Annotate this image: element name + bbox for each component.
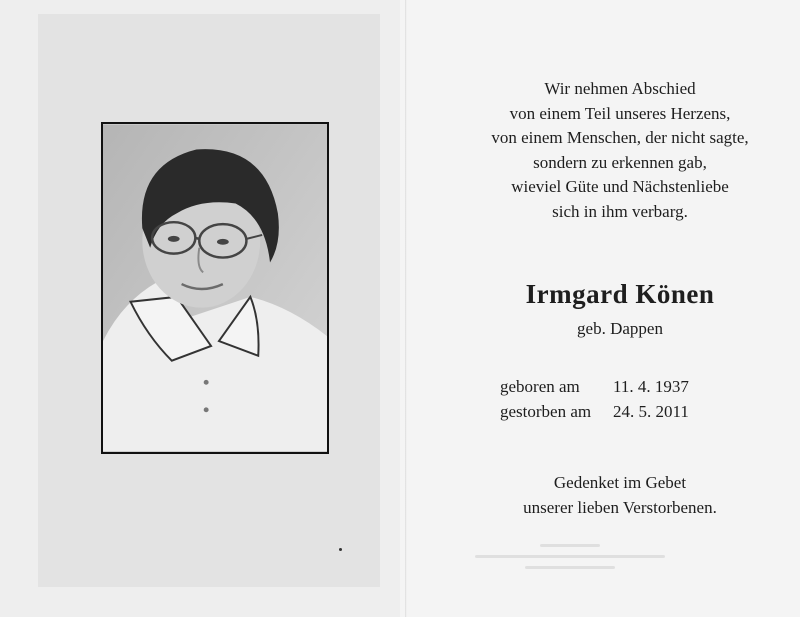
closing-line: Gedenket im Gebet	[553, 473, 687, 492]
born-date: 11. 4. 1937	[613, 377, 689, 396]
paper-speck	[339, 548, 342, 551]
death-row	[500, 399, 760, 424]
verse-line: von einem Menschen, der nicht sagte,	[491, 128, 749, 148]
verse-line: sich in ihm verbarg.	[552, 201, 688, 221]
closing-text	[440, 470, 800, 520]
verse-line: von einem Teil unseres Herzens,	[509, 103, 731, 123]
born-label: geboren am	[500, 377, 580, 396]
verse-line: Wir nehmen Abschied	[544, 79, 696, 98]
verse-line: sondern zu erkennen gab,	[533, 152, 707, 172]
memorial-verse	[440, 77, 800, 225]
birth-name: geb. Dappen	[577, 319, 663, 338]
faint-printer-imprint	[470, 536, 670, 590]
died-date: 24. 5. 2011	[613, 402, 689, 421]
closing-line: unserer lieben Verstorbenen.	[523, 498, 717, 517]
card-fold	[405, 0, 407, 617]
portrait-photo	[101, 122, 329, 454]
verse-line: wieviel Güte und Nächstenliebe	[511, 177, 729, 197]
deceased-name: Irmgard Könen	[525, 279, 715, 309]
died-label: gestorben am	[500, 402, 592, 421]
life-dates	[500, 374, 760, 424]
portrait-illustration	[103, 124, 327, 452]
birth-row	[500, 374, 760, 399]
